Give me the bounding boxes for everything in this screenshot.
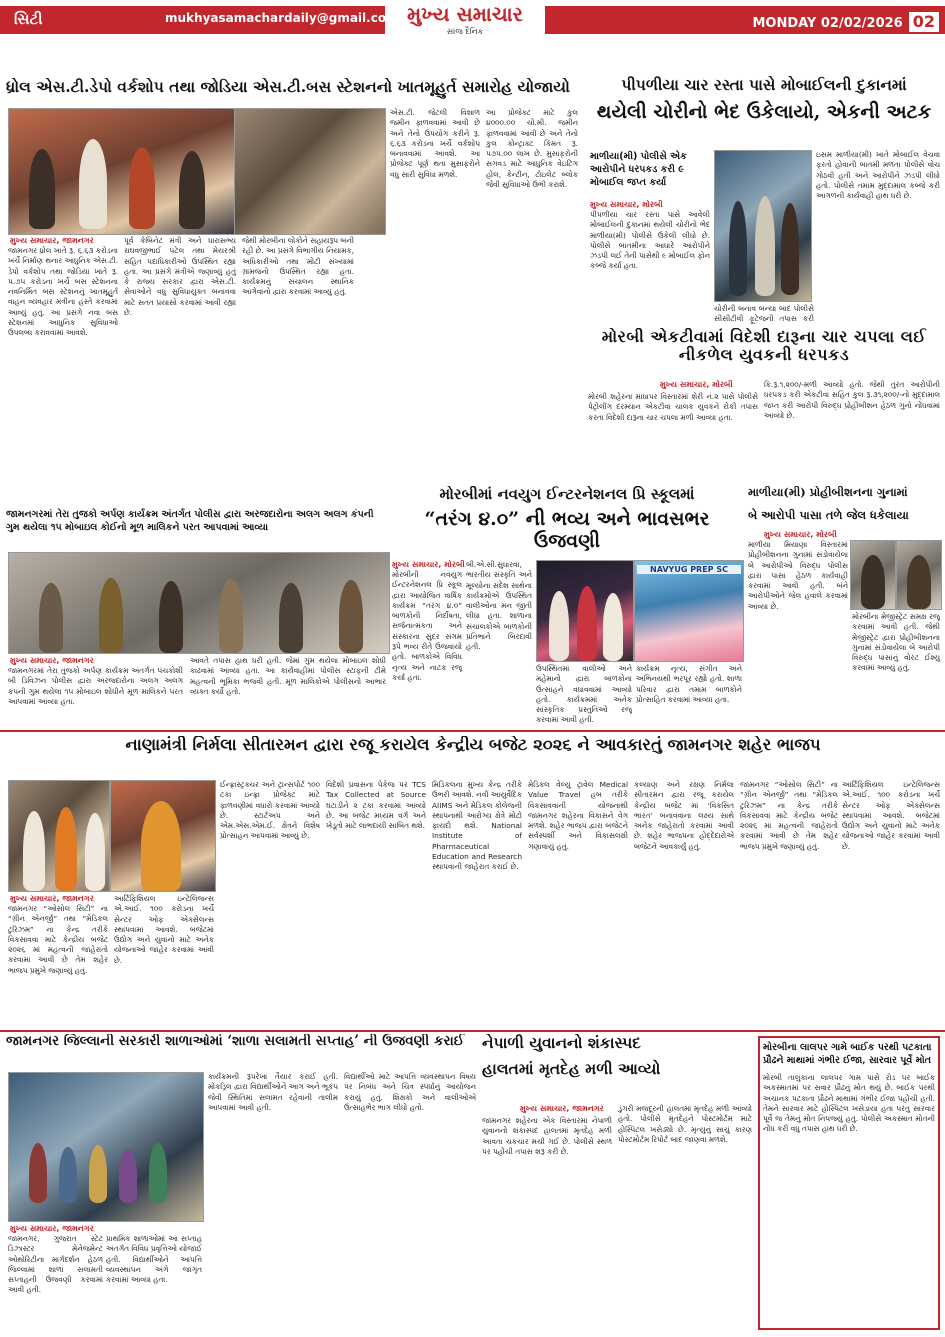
article6-col2: મોરબીના મેજીસ્ટ્રેટ સમક્ષ રજૂ કરવામાં આવી હતી. જેથી મેજીસ્ટ્રેટ દ્વારા પ્રોહીબીશનના ગુનામાં સંડોવાયેલા બે આરોપી વિરુદ્ધ પાસાનું વોરંટ ઈશ્યુ કરવામાં આવ્યું હતું. <box>852 612 940 673</box>
article4-byline: મુખ્ય સમાચાર, જામનગર <box>10 656 94 665</box>
article4-photo <box>8 552 390 654</box>
article7-col6: કલ્યાણ અને રક્ષણ નિર્મલા સીતારમન દ્વારા રજૂ કરાયેલ કેન્દ્રીય બજેટ માં ‘વિકસિત ભારત’ બનાવવાના લક્ષ્ય સાથે અનેક જાહેરાતો કરવામાં આવી છે. શહેર ભાજપના હોદ્દેદારોએ બજેટને આવકાર્યું હતું. <box>634 780 734 851</box>
article9-headline-line1: નેપાળી યુવાનનો શંકાસ્પદ <box>482 1034 641 1052</box>
article3-byline: મુખ્ય સમાચાર, મોરબી <box>660 380 733 389</box>
article4-col1: જામનગરમાં તેરા તુજકો અર્પણ કાર્યક્રમ અંતર્ગત પંચકોશી બી ડિવિઝન પોલીસ દ્વારા અરજદારોના અલગ અલગ કંપની ગુમ થયેલા ૧૫ મોબાઇલ શોધીને મૂળ માલિકને પરત આપવામાં આવ્યા હતા. <box>8 666 183 706</box>
article5-byline: મુખ્ય સમાચાર, મોરબી <box>392 560 465 569</box>
article8-col3: કાર્યક્રમની રૂપરેખા તૈયાર કરાઈ હતી. મોકડ્રિલ દ્વારા વિદ્યાર્થીઓને આગ અને ભૂકંપ જેવી સ્થિતિમાં સલામત રહેવાની તાલીમ આપવામાં આવી હતી. <box>208 1072 338 1112</box>
person-figure <box>79 139 107 229</box>
person-figure <box>39 583 63 653</box>
person-figure <box>89 1145 107 1203</box>
article7-byline: મુખ્ય સમાચાર, જામનગર <box>10 894 94 903</box>
person-figure <box>59 1147 77 1203</box>
article2-subheadline: માળીયા(મી) પોલીસે એક આરોપીને ધરપકડ કરી ૯ મોબાઈલ જપ્ત કર્યા <box>590 151 687 188</box>
article7-headline: નાણામંત્રી નિર્મલા સીતારમન દ્વારા રજૂ કરાયેલ કેન્દ્રીય બજેટ ૨૦૨૬ ને આવકારતું જામનગર શહેર ભાજપ <box>125 736 821 754</box>
article3-col1: મોરબી શહેરના માધાપર વિસ્તારમાં શેરી નં.૨ પાસે પોલીસે પેટ્રોલીંગ દરમ્યાન એકટીવા ચાલક યુવકને રોકી તપાસ કરતા વિદેશી દારૂના ચાર ચપલા મળી આવ્યા હતા. <box>588 392 758 422</box>
person-figure <box>23 811 45 891</box>
person-figure <box>179 151 205 229</box>
article8-byline: મુખ્ય સમાચાર, જામનગર <box>10 1224 94 1233</box>
article1-photo <box>8 108 235 235</box>
article2-headline-line2: થયેલી ચોરીનો ભેદ ઉકેલાયો, એકની અટક <box>596 100 932 123</box>
article8-photo <box>8 1072 204 1222</box>
date-bar <box>545 6 945 34</box>
article5-school-photo <box>634 560 744 662</box>
person-figure <box>85 813 105 891</box>
person-figure <box>55 807 77 891</box>
article1-headline-box <box>6 78 578 106</box>
article5-col3: ઉપસ્થિતમાં વાલીઓ અને મહેમાનો દ્વારા બાળકોના ઉત્સાહને વધાવવામાં આવ્યો હતો. કાર્યક્રમમાં અનેક સાંસ્કૃતિક પ્રસ્તુતિઓ રજૂ કરવામાં આવી હતી. <box>536 664 632 725</box>
school-sign: NAVYUG PREP SC <box>637 565 741 574</box>
logo-tagline: સાંજ દૈનિક <box>446 27 484 36</box>
article9-headline-line2: હાલતમાં મૃતદેહ મળી આવ્યો <box>482 1058 661 1078</box>
logo <box>390 0 540 40</box>
article9-headline-box <box>482 1034 752 1098</box>
article2-headline-box <box>588 76 940 146</box>
person-figure <box>577 586 597 661</box>
article7-photo-2 <box>110 780 216 892</box>
article5-headline-box <box>392 486 742 556</box>
article9-col1: જામનગર શહેરના એક વિસ્તારમાં નેપાળી યુવાનનો શંકાસ્પદ હાલતમાં મૃતદેહ મળી આવતા ચકચાર મચી ગઈ છે. પોલીસે સ્થળ પર પહોંચી તપાસ શરૂ કરી છે. <box>482 1116 612 1156</box>
article2-headline-line1: પીપળીયા ચાર રસ્તા પાસે મોબાઈલની દુકાનમાં <box>621 76 907 94</box>
article6-headline-line2: બે આરોપી પાસા તળે જેલ ધકેલાયા <box>748 508 909 523</box>
article1-col3: જેથી મોરબીના લોકોને સહાયરૂપ બની રહી છે. આ પ્રસંગે વિભાગીય નિયામક, અધિકારીઓ તથા મોટી સંખ્યામાં ગ્રામજનો ઉપસ્થિત રહ્યા હતા. કાર્યક્રમનું સંચાલન સ્થાનિક આગેવાનો દ્વારા કરવામાં આવ્યું હતું. <box>242 236 354 297</box>
article5-col4: કાર્યક્રમ નૃત્ય, સંગીત અને અભિનયથી ભરપૂર રહ્યો હતો. શાળા પરિવાર દ્વારા તમામ બાળકોને પ્રોત્સાહિત કરવામાં આવ્યા હતા. <box>636 664 742 704</box>
article7-col1b: આર્ટિફિશિયલ ઇન્ટેલિજન્સ એ.આઈ. ૧૦૦ કરોડના ખર્ચે સેન્ટર ઓફ એક્સેલન્સ સ્થાપવામાં આવશે. બજેટમાં ઉદ્યોગ અને યુવાનો માટે અનેક યોજનાઓ જાહેર કરવામાં આવી છે. <box>114 894 214 965</box>
article2-col2: ચોરીની બનાવ બન્યા બાદ પોલીસે સીસીટીવી ફૂટેજની તપાસ કરી <box>714 304 814 324</box>
article4-headline-box <box>6 508 386 548</box>
issue-date: MONDAY 02/02/2026 <box>752 16 903 31</box>
article10-headline: મોરબીના લાલપર ગામે બાઈક પરથી પટકાતા પ્રૌઢને માથામાં ગંભીર ઈજા, સારવાર પૂર્વે મોત <box>763 1042 932 1066</box>
article3-headline: મોરબી એકટીવામાં વિદેશી દારૂના ચાર ચપલા લઈ નીકળેલ યુવકની ધરપકડ <box>601 328 927 365</box>
article7-photo-1 <box>8 780 110 892</box>
article7-headline-box <box>6 736 940 776</box>
article4-col2: આવતે તપાસ હાથ ધરી હતી. જેમાં ગુમ થયેલા મોબાઇલ શોધી કાઢવામાં આવ્યા હતા. આ કાર્યવાહીમાં પોલીસ સ્ટાફની ટીમે મહત્વની ભૂમિકા ભજવી હતી. મૂળ માલિકોએ પોલીસનો આભાર વ્યક્ત કર્યો હતો. <box>190 656 386 696</box>
article2-photo <box>714 150 812 302</box>
article5-headline-line1: મોરબીમાં નવયુગ ઈન્ટરનેશનલ પ્રિ સ્કૂલમાં <box>439 486 695 503</box>
person-figure <box>755 196 775 296</box>
article3-col2: કિ.રૂ.૧,૨૦૦/-મળી આવ્યો હતો. જેથી તુરંત આરોપીની ધરપકડ કરી એકટીવા સહિત કુલ રૂ.૩૧,૨૦૦/-નો મુદ્દામાલ જપ્ત કરી આરોપી વિરુદ્ધ પ્રોહીબીશન હેઠળ ગુનો નોંધવામાં આવ્યો છે. <box>764 380 940 420</box>
person-figure <box>219 579 243 653</box>
article1-headline: ધ્રોલ એસ.ટી.ડેપો વર્કશોપ તથા જોડિયા એસ.ટી.બસ સ્ટેશનનો ખાતમૂહુર્ત સમારોહ યોજાયો <box>6 78 570 96</box>
article8-col1: જામનગર, ગુજરાત સ્ટેટ ડિઝાસ્ટર મેનેજમેન્ટ ઓથોરિટીના માર્ગદર્શન હેઠળ જિલ્લામાં શાળા સલામતી સપ્તાહની ઉજવણી કરવામાં આવી હતી. <box>8 1234 103 1295</box>
email-address[interactable]: mukhyasamachardaily@gmail.com <box>165 11 399 25</box>
article7-col1: જામનગર “ઓસોલ સિટી” ના “ગ્રીન એનર્જી” તથા “મેડિકલ ટુરિઝમ” ના કેન્દ્ર તરીકે વિકસાવવા માટે કેન્દ્રીય બજેટ ૨૦૨૬ માં મહત્વની જાહેરાતો કરવામાં આવી છે તેમ શહેર ભાજપ પ્રમુખે જણાવ્યું હતું. <box>8 904 108 975</box>
section-divider <box>0 1030 945 1032</box>
person-figure <box>603 593 623 661</box>
article1-col5: આ પ્રોજેક્ટ માટે કુલ ૪૦૦૦.૦૦ ચો.મી. જમીન ફાળવવામાં આવી છે અને તેનો કુલ કોન્ટ્રાક્ટ કિંમત રૂ. ૫૭૫.૦૦ લાખ છે. મુસાફરોની સગવડ માટે આધુનિક વેઇટિંગ હોલ, કેન્ટીન, ટોઇલેટ બ્લોક જેવી સુવિધાઓ ઉભી કરાશે. <box>486 108 578 190</box>
person-figure <box>861 555 885 609</box>
article1-photo-2 <box>234 108 386 235</box>
person-figure <box>129 147 155 229</box>
article2-col3: ઇસમ માળીયા(મી) ખાતે મોબાઈલ વેચવા ફરતો હોવાની બાતમી મળતા પોલીસે વોચ ગોઠવી હતી અને આરોપીને ઝડપી લીધો હતો. પોલીસે તમામ મુદ્દામાલ કબ્જે કરી આગળની કાર્યવાહી હાથ ધરી છે. <box>816 150 940 201</box>
article7-col4: મિડિકલના મુખ્ય કેન્દ્ર તરીકે ઉભરી આવશે. નવી આયુર્વેદિક AIIMS અને મેડિકલ કોલેજની સ્થાપનાથી આરોગ્ય ક્ષેત્રે મોટો ફાયદો થશે. National Institute of Pharmaceutical Education and Research સ્થાપવાની જાહેરાત કરાઈ છે. <box>432 780 522 872</box>
article1-byline: મુખ્ય સમાચાર, જામનગર <box>10 236 94 245</box>
article8-col2: પ્રાથમિક શાળાઓમાં આ સપ્તાહ અંતર્ગત વિવિધ પ્રવૃત્તિઓ યોજાઈ હતી. વિદ્યાર્થીઓને આપત્તિ વ્યવસ્થાપન અંગે જાગૃત કરવામાં આવ્યા હતા. <box>106 1234 202 1285</box>
person-figure <box>549 591 569 661</box>
article2-byline: મુખ્ય સમાચાર, મોરબી <box>590 200 663 209</box>
article1-col1: જામનગર ધ્રોલ ખાતે રૂ. ૬.૬૩ કરોડના ખર્ચે નિર્માણ થનાર આધુનિક એસ.ટી. ડેપો વર્કશોપ તથા જોડિયા ખાતે રૂ. ૫.૭૫ કરોડના ખર્ચે બસ સ્ટેશનના નવનિર્મિત બસ સ્ટેશનનું ખાતમૂહુર્ત વાહન વ્યવહાર મંત્રીના હસ્તે કરવામાં આવ્યું હતું. આ પ્રસંગે નવા બસ સ્ટેશનમાં આધુનિક સુવિધાઓ ઉપલબ્ધ કરાવવામાં આવશે. <box>8 246 118 338</box>
article3-headline-box <box>588 328 940 378</box>
article7-col2: ઈન્ફ્રાસ્ટ્રક્ચર અને ટ્રાન્સપોર્ટ ૧૦૦ ટકા ઇન્ફ્રા પ્રોજેક્ટ માટે ફાળવણીમાં વધારો કરવામાં આવ્યો છે. સ્ટાર્ટઅપ અને એમ.એસ.એમ.ઈ. ક્ષેત્રને વિશેષ પ્રોત્સાહન આપવામાં આવ્યું છે. <box>220 780 320 841</box>
person-figure <box>907 555 931 609</box>
article10-box <box>758 1036 940 1330</box>
article9-col2: ડુંગરી મજદૂરની હાલતમાં મૃતદેહ મળી આવ્યો હતો. પોલીસે મૃતદેહને પોસ્ટમોર્ટમ માટે હોસ્પિટલ ખસેડ્યો છે. મૃત્યુનું સાચું કારણ પોસ્ટમોર્ટમ રિપોર્ટ બાદ જાણવા મળશે. <box>618 1104 752 1144</box>
person-figure <box>149 1143 167 1203</box>
person-figure <box>29 1143 47 1203</box>
person-figure <box>159 581 183 653</box>
article5-col1: મોરબીની નવયુગ ઈન્ટરનેશનલ પ્રિ સ્કૂલ દ્વારા આયોજિત વાર્ષિક કાર્યક્રમ “તરંગ ૪.૦” બાળકોની નિર્દોષતા, સર્જનાત્મકતા અને સંસ્કારના સુંદર સંગમ રૂપે ભવ્ય રીતે ઉજવાયો હતો. બાળકોએ વિવિધ નૃત્ય અને નાટક રજૂ કર્યા હતા. <box>392 570 462 682</box>
article6-headline-line1: માળીયા(મી) પ્રોહીબીશનના ગુનામાં <box>748 486 908 499</box>
article5-headline-line2: “તરંગ ૪.૦” ની ભવ્ય અને ભાવસભર ઉજવણી <box>424 508 710 553</box>
article7-col7: જામનગર “ઓસોલ સિટી” ના “ગ્રીન એનર્જી” તથા “મેડિકલ ટુરિઝમ” ના કેન્દ્ર તરીકે વિકસાવવા માટે કેન્દ્રીય બજેટ ૨૦૨૬ માં મહત્વની જાહેરાતો કરવામાં આવી છે તેમ શહેર ભાજપ પ્રમુખે જણાવ્યું હતું. <box>740 780 838 851</box>
section-divider <box>0 730 945 732</box>
article4-headline: જામનગરમાં તેરા તુજકો અર્પણ કાર્યક્રમ અંતર્ગત પોલીસ દ્વારા અરજદારોના અલગ અલગ કંપની ગુમ થયેલા ૧૫ મોબાઇલ કોઈનો મૂળ માલિકને પરત આપવામાં આવ્યા <box>6 509 374 533</box>
article2-col1: પીપળીયા ચાર રસ્તા પાસે આવેલી મોબાઈલની દુકાનમાં થયેલી ચોરીનો ભેદ માળીયા(મી) પોલીસે ઉકેલી લીધો છે. પોલીસે બાતમીના આધારે આરોપીને ઝડપી લઈ તેની પાસેથી ૯ મોબાઈલ ફોન કબ્જે કર્યા હતા. <box>590 210 710 271</box>
article7-col3: વિદેશી પ્રવાસના પેકેજ પર TCS Tax Collected at Source ઘટાડીને ૨ ટકા કરવામાં આવ્યો છે. આ બજેટ મધ્યમ વર્ગ અને ખેડૂતો માટે લાભદાયી સાબિત થશે. <box>326 780 426 831</box>
logo-title: મુખ્ય સમાચાર <box>406 2 524 26</box>
article10-body: મોરબી તાલુકાના લાલપર ગામ પાસે રોડ પર બાઈક અકસ્માતમાં પર સવાર પ્રૌઢનું મોત થયું છે. બાઈક પરથી અચાનક પટકાતા પ્રૌઢને માથામાં ગંભીર ઈજા પહોંચી હતી. તેમને સારવાર માટે હોસ્પિટલ ખસેડાયા હતા પરંતુ સારવાર પૂર્વે જ તેમનું મોત નિપજ્યું હતું. પોલીસે અકસ્માત મોતની નોંધ કરી વધુ તપાસ હાથ ધરી છે. <box>763 1073 935 1134</box>
person-figure <box>29 149 55 229</box>
article1-col4: એસ.ટી. જેટલી વિશાળ જમીન ફાળવવામાં આવી છે અને તેનો ઉપયોગ કરીને રૂ. ૬.૬૩ કરોડના ખર્ચે વર્કશોપ બનાવવામાં આવશે. આ પ્રોજેક્ટ પૂર્ણ થતા મુસાફરોને વધુ સારી સુવિધા મળશે. <box>390 108 480 179</box>
person-figure <box>119 1149 137 1203</box>
person-figure <box>781 203 799 295</box>
article6-byline: મુખ્ય સમાચાર, મોરબી <box>764 530 837 539</box>
person-figure <box>99 578 123 653</box>
article6-accused-photo-2 <box>896 540 942 610</box>
article8-headline: જામનગર જિલ્લાની સરકારી શાળાઓમાં ‘શાળા સલામતી સપ્તાહ’ ની ઉજવણી કરાઈ <box>6 1034 465 1049</box>
article9-byline: મુખ્ય સમાચાર, જામનગર <box>520 1104 604 1113</box>
article7-col8: આર્ટિફિશિયલ ઇન્ટેલિજન્સ એ.આઈ. ૧૦૦ કરોડના ખર્ચે સેન્ટર ઓફ એક્સેલન્સ સ્થાપવામાં આવશે. બજેટમાં ઉદ્યોગ અને યુવાનો માટે અનેક યોજનાઓ જાહેર કરવામાં આવી છે. <box>842 780 940 851</box>
article5-col2: બી.એ.સી.સુધારવા, ભારતીય સંસ્કૃતિ અને મૂલ્યોના સંદેશ સાથેના કાર્યક્રમોએ ઉપસ્થિત વાલીઓના મન જીતી લીધા હતા. શાળાના સંચાલકોએ બાળકોની પ્રતિભાને બિરદાવી હતી. <box>466 560 532 652</box>
article8-headline-box <box>6 1034 476 1070</box>
article5-photo <box>536 560 634 662</box>
person-figure <box>141 801 181 891</box>
article6-accused-photo-1 <box>850 540 896 610</box>
article1-col2: પૂર્વ કેબિનેટ મંત્રી અને ધારાસભ્ય રાઘવજીભાઈ પટેલ તથા મેયરશ્રી સહિત પદાધિકારીઓ ઉપસ્થિત રહ્યા હતા. આ પ્રસંગે મંત્રીએ જણાવ્યું હતું કે રાજ્ય સરકાર દ્વારા એસ.ટી. સેવાઓને વધુ સુવિધાયુક્ત બનાવવા માટે સતત પ્રયાસો કરવામાં આવી રહ્યા છે. <box>124 236 236 318</box>
article7-col5: મેડિકલ વેલ્યુ ટ્રાવેલ Medical Value Travel હબ તરીકે વિકસાવવાની યોજનાથી જામનગર શહેરના વિકાસને વેગ મળશે. શહેર ભાજપ દ્વારા બજેટને સર્વસ્પર્શી અને વિકાસલક્ષી ગણાવાયું હતું. <box>528 780 628 851</box>
person-figure <box>279 583 303 653</box>
person-figure <box>729 201 747 296</box>
article6-col1: માળીયા મિયાણા વિસ્તારમાં પ્રોહીબીશનના ગુનામાં સંડોવાયેલા બે આરોપીઓ વિરુદ્ધ પોલીસ દ્વારા પાસા હેઠળ કાર્યવાહી કરવામાં આવી હતી. બંને આરોપીઓને જેલ હવાલે કરવામાં આવ્યા છે. <box>748 540 848 611</box>
masthead <box>0 0 945 40</box>
article8-col4: વિદ્યાર્થીઓ માટે આપત્તિ વ્યવસ્થાપન વિષય પર નિબંધ અને ચિત્ર સ્પર્ધાનું આયોજન કરાયું હતું. શિક્ષકો અને વાલીઓએ ઉત્સાહભેર ભાગ લીધો હતો. <box>344 1072 476 1112</box>
person-figure <box>339 580 363 653</box>
section-name: સિટી <box>14 10 43 28</box>
page-number: 02 <box>909 12 939 32</box>
